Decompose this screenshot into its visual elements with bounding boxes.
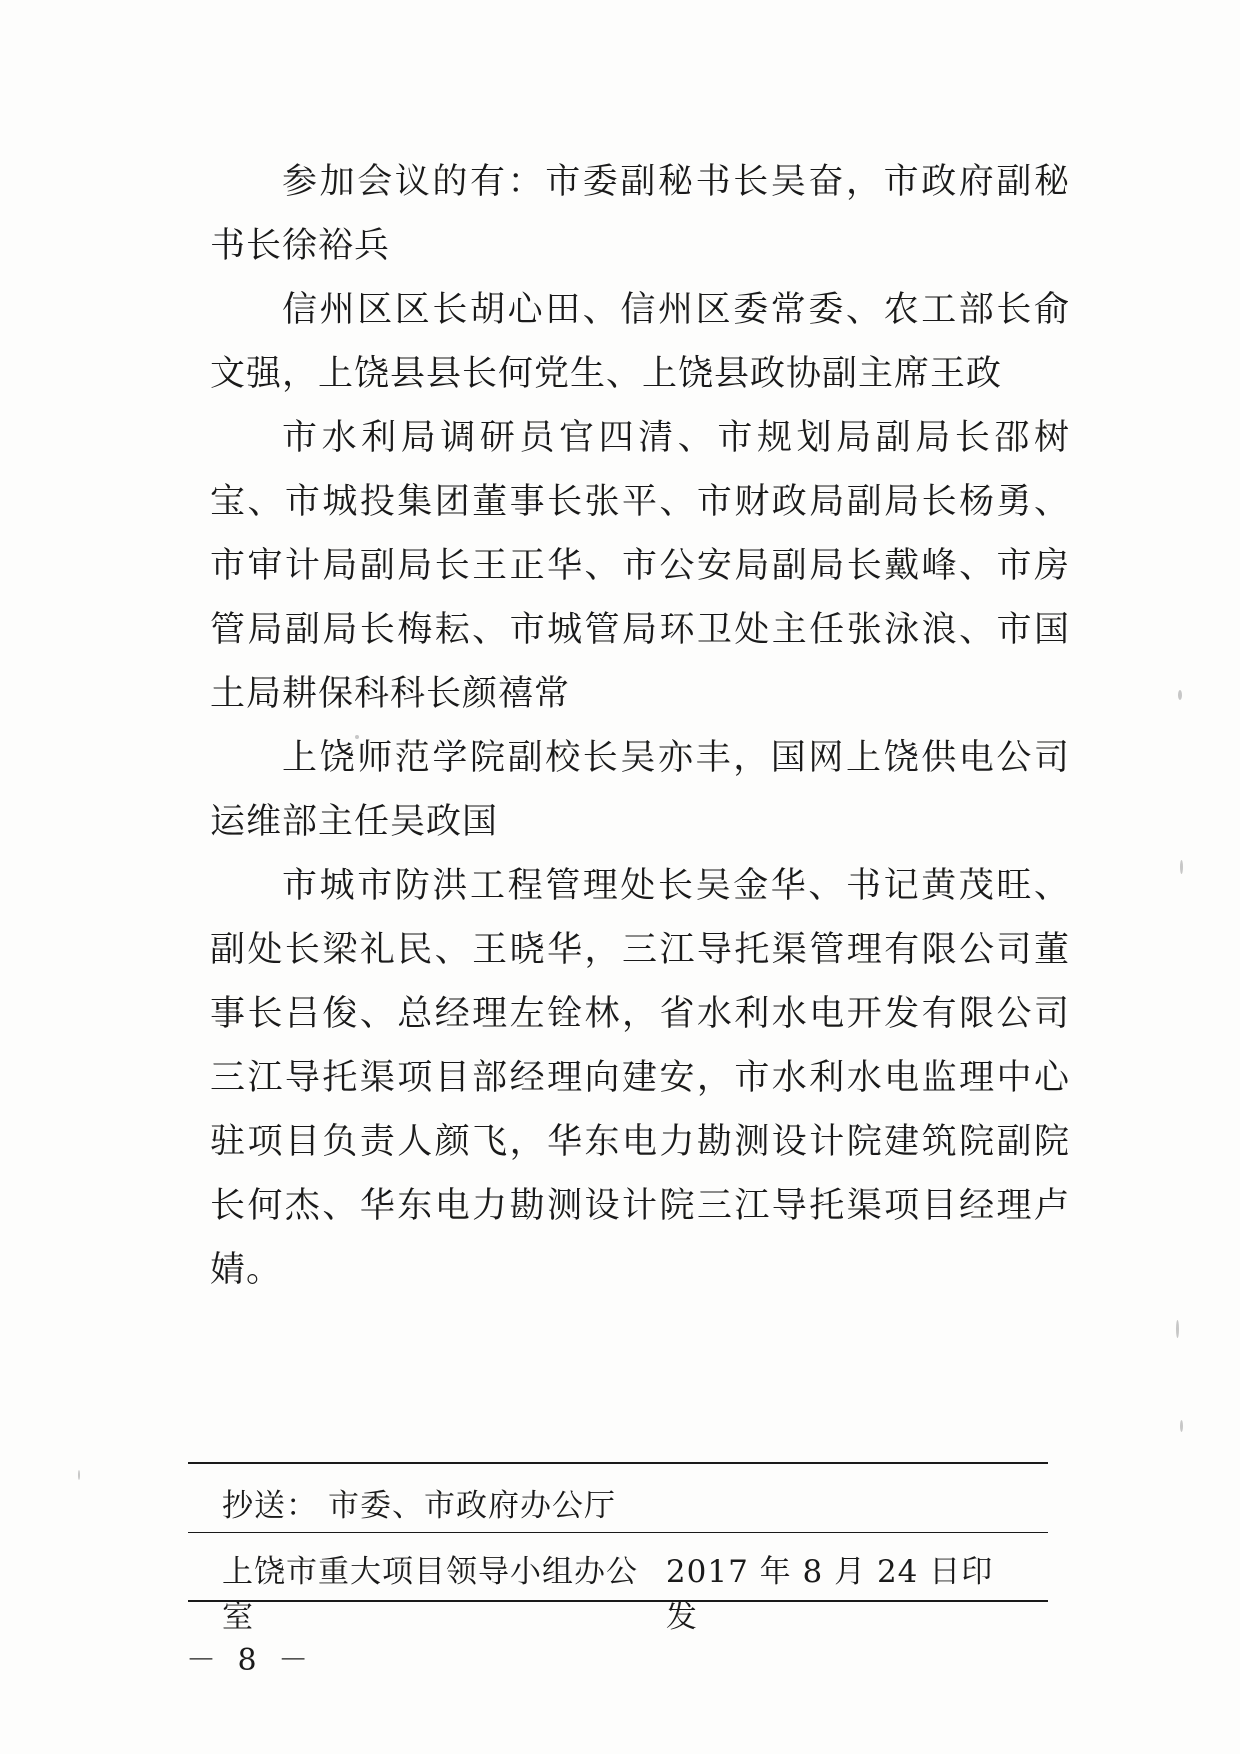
footer-top-rule [188, 1462, 1048, 1464]
scan-mark [1180, 860, 1183, 874]
footer-middle-rule [188, 1532, 1048, 1533]
scan-mark [78, 1470, 80, 1480]
attendees-paragraph: 参加会议的有：市委副秘书长吴奋，市政府副秘书长徐裕兵 [210, 162, 1070, 266]
issuer-line [222, 1546, 1022, 1636]
issuing-office: 上饶市重大项目领导小组办公室 [222, 1554, 638, 1635]
attendees-paragraph: 市水利局调研员官四清、市规划局副局长邵树宝、市城投集团董事长张平、市财政局副局长杨勇、市审计局副局长王正华、市公安局副局长戴峰、市房管局副局长梅耘、市城管局环卫处主任张泳浪、市国土局耕保科科长颜禧常 [210, 418, 1070, 714]
cc-line [222, 1480, 616, 1525]
attendees-paragraph: 信州区区长胡心田、信州区委常委、农工部长俞文强，上饶县县长何党生、上饶县政协副主席王政 [210, 290, 1070, 394]
attendees-paragraph: 上饶师范学院副校长吴亦丰，国网上饶供电公司运维部主任吴政国 [210, 738, 1070, 842]
cc-recipients: 市委、市政府办公厅 [328, 1488, 616, 1524]
page-number: － 8 － [186, 1643, 315, 1678]
issue-date: 2017 年 8 月 24 日印发 [665, 1554, 994, 1635]
scan-mark [1180, 1420, 1183, 1432]
cc-label: 抄送： [222, 1488, 318, 1524]
scan-mark [1176, 1320, 1179, 1338]
meeting-attendees-body [210, 150, 1070, 1302]
footer-bottom-rule [188, 1600, 1048, 1602]
attendees-paragraph: 市城市防洪工程管理处长吴金华、书记黄茂旺、副处长梁礼民、王晓华，三江导托渠管理有限公司董事长吕俊、总经理左铨林，省水利水电开发有限公司三江导托渠项目部经理向建安，市水利水电监理中心驻项目负责人颜飞，华东电力勘测设计院建筑院副院长何杰、华东电力勘测设计院三江导托渠项目经理卢婧。 [210, 866, 1070, 1290]
scan-mark [1178, 690, 1182, 700]
